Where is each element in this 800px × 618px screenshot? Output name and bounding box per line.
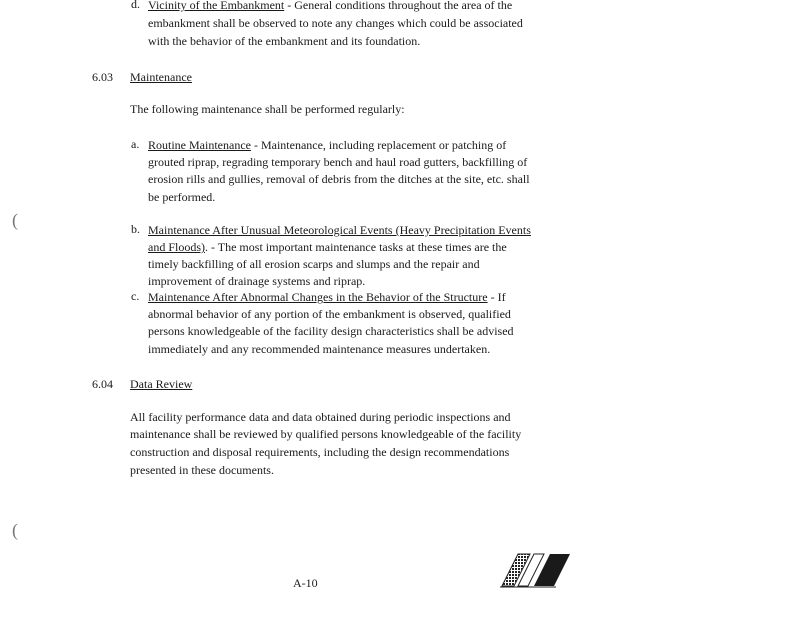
section-604-line2: maintenance shall be reviewed by qualified persons knowledgeable of the facility bbox=[130, 427, 522, 441]
item-b-line1 bbox=[148, 222, 531, 238]
section-603-number: 6.03 bbox=[92, 70, 113, 84]
item-b-line3: timely backfilling of all erosion scarps and slumps and the repair and bbox=[148, 257, 480, 271]
section-604-line4: presented in these documents. bbox=[130, 463, 274, 477]
item-a-line3: erosion rills and gullies, removal of debris from the ditches at the site, etc. shall bbox=[148, 172, 530, 186]
item-c-line2: abnormal behavior of any portion of the embankment is observed, qualified bbox=[148, 307, 511, 321]
item-b-letter: b. bbox=[131, 222, 140, 236]
item-b-title-cont: and Floods) bbox=[148, 240, 205, 254]
item-b-line2: and Floods). - The most important maintenance tasks at these times are the bbox=[148, 240, 507, 254]
item-d-line2: embankment shall be observed to note any changes which could be associated bbox=[148, 16, 523, 30]
item-c-title: Maintenance After Abnormal Changes in the Behavior of the Structure bbox=[148, 290, 488, 304]
item-a-title: Routine Maintenance bbox=[148, 138, 251, 152]
item-a-line1: Routine Maintenance - Maintenance, including replacement or patching of bbox=[148, 138, 507, 152]
item-d-title: Vicinity of the Embankment bbox=[148, 0, 285, 12]
item-d-letter: d. bbox=[131, 0, 140, 11]
striped-logo-icon bbox=[500, 550, 572, 592]
scan-mark-bottom: ( bbox=[12, 520, 18, 540]
item-c-line1: Maintenance After Abnormal Changes in the Behavior of the Structure - If bbox=[148, 290, 506, 304]
item-d-line1: Vicinity of the Embankment - General conditions throughout the area of the bbox=[148, 0, 513, 12]
item-a-letter: a. bbox=[131, 137, 140, 151]
scan-mark-top: ( bbox=[12, 210, 18, 230]
section-603-title: Maintenance bbox=[130, 70, 192, 84]
section-604-line3: construction and disposal requirements, including the design recommendations bbox=[130, 445, 510, 459]
item-a-line4: be performed. bbox=[148, 190, 216, 204]
section-604-number: 6.04 bbox=[92, 377, 113, 391]
item-b-title: Maintenance After Unusual Meteorological Events (Heavy Precipitation Events bbox=[148, 223, 531, 237]
page-number: A-10 bbox=[293, 576, 318, 590]
item-d-line3: with the behavior of the embankment and its foundation. bbox=[148, 34, 421, 48]
item-b-line4: improvement of drainage systems and riprap. bbox=[148, 274, 366, 288]
item-a-line2: grouted riprap, regrading temporary bench and haul road gutters, backfilling of bbox=[148, 155, 528, 169]
section-603-intro: The following maintenance shall be performed regularly: bbox=[130, 102, 405, 116]
section-604-title: Data Review bbox=[130, 377, 193, 391]
item-c-line4: immediately and any recommended maintenance measures undertaken. bbox=[148, 342, 491, 356]
item-c-line3: persons knowledgeable of the facility design characteristics shall be advised bbox=[148, 324, 514, 338]
section-604-line1: All facility performance data and data obtained during periodic inspections and bbox=[130, 410, 511, 424]
item-c-letter: c. bbox=[131, 289, 140, 303]
